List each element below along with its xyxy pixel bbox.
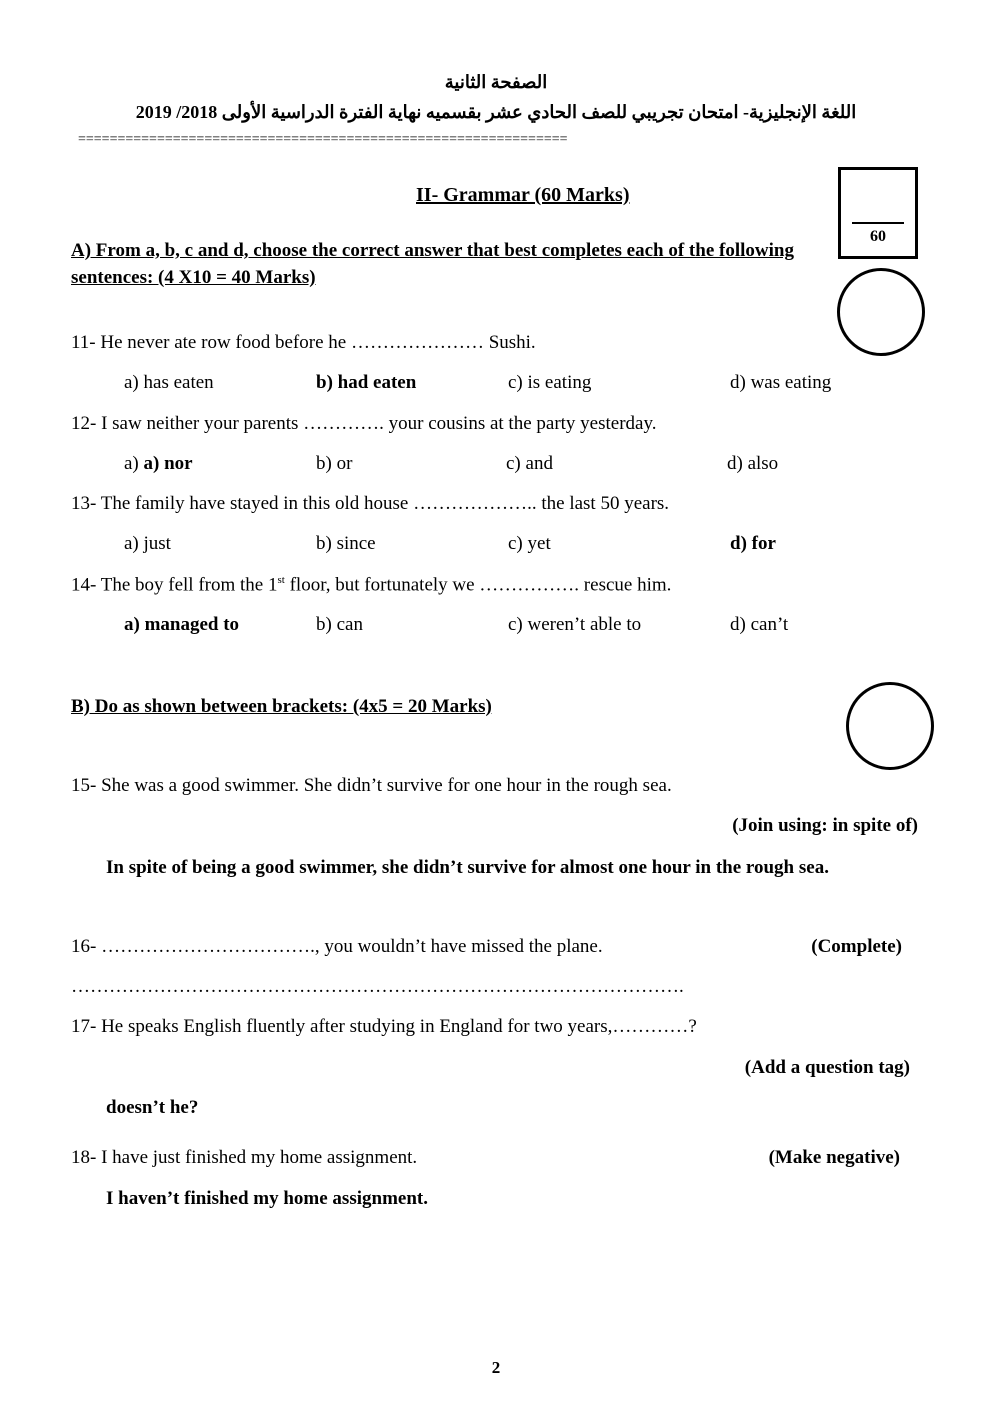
q14-text-before: 14- The boy fell from the 1 bbox=[71, 574, 278, 596]
section-title: II- Grammar (60 Marks) bbox=[416, 184, 630, 206]
q13-option-b: b) since bbox=[316, 533, 376, 554]
q17-answer: doesn’t he? bbox=[106, 1097, 199, 1118]
q15-answer: In spite of being a good swimmer, she didn’t survive for almost one hour in the rough sea. bbox=[106, 857, 829, 878]
q12-option-b: b) or bbox=[316, 453, 353, 474]
q12-option-a bbox=[124, 453, 193, 475]
q12-option-a-answer: a) nor bbox=[143, 453, 193, 474]
mark-box-line bbox=[852, 222, 904, 224]
q18-answer: I haven’t finished my home assignment. bbox=[106, 1188, 428, 1209]
q11-option-c: c) is eating bbox=[508, 372, 592, 393]
page-label: الصفحة الثانية bbox=[444, 72, 548, 92]
q14-option-c: c) weren’t able to bbox=[508, 614, 642, 635]
q11-option-b: b) had eaten bbox=[316, 372, 417, 393]
question-14 bbox=[71, 574, 671, 596]
question-16: 16- ……………………………., you wouldn’t have missed the plane. bbox=[71, 936, 603, 957]
score-circle-b bbox=[846, 682, 934, 770]
q13-option-c: c) yet bbox=[508, 533, 551, 554]
q12-option-a-label: a) bbox=[124, 453, 144, 474]
q15-instruction: (Join using: in spite of) bbox=[732, 815, 918, 836]
total-mark-box bbox=[838, 167, 918, 259]
q14-option-d: d) can’t bbox=[730, 614, 789, 635]
q14-text-after: floor, but fortunately we ……………. rescue him. bbox=[284, 574, 672, 596]
question-11: 11- He never ate row food before he ………………… Sushi. bbox=[71, 332, 536, 353]
question-13: 13- The family have stayed in this old house ……………….. the last 50 years. bbox=[71, 493, 670, 514]
q13-option-d: d) for bbox=[730, 533, 776, 554]
question-15: 15- She was a good swimmer. She didn’t survive for one hour in the rough sea. bbox=[71, 775, 672, 796]
q11-option-d: d) was eating bbox=[730, 372, 832, 393]
q12-option-d: d) also bbox=[727, 453, 779, 474]
q14-option-b: b) can bbox=[316, 614, 363, 635]
mark-box-total: 60 bbox=[870, 228, 886, 245]
q16-instruction: (Complete) bbox=[811, 936, 902, 957]
question-17: 17- He speaks English fluently after studying in England for two years,…………? bbox=[71, 1016, 697, 1037]
part-b-heading: B) Do as shown between brackets: (4x5 = 20 Marks) bbox=[71, 696, 492, 717]
q14-ordinal-suffix: st bbox=[277, 574, 285, 586]
q11-option-a: a) has eaten bbox=[124, 372, 214, 393]
part-a-heading: A) From a, b, c and d, choose the correct answer that best completes each of the following sentences: (4 X10 = 40 Marks) bbox=[71, 240, 794, 288]
q14-option-a: a) managed to bbox=[124, 614, 240, 635]
q13-option-a: a) just bbox=[124, 533, 171, 554]
q18-instruction: (Make negative) bbox=[768, 1147, 900, 1168]
question-18: 18- I have just finished my home assignment. bbox=[71, 1147, 418, 1168]
q17-instruction: (Add a question tag) bbox=[744, 1057, 910, 1078]
score-circle-a bbox=[837, 268, 925, 356]
header-separator: ============================================================== bbox=[78, 132, 568, 147]
question-12: 12- I saw neither your parents …………. your cousins at the party yesterday. bbox=[71, 413, 657, 434]
page-number: 2 bbox=[491, 1358, 501, 1377]
exam-title-line: اللغة الإنجليزية- امتحان تجريبي للصف الحادي عشر بقسميه نهاية الفترة الدراسية الأولى 2018/ 2019 bbox=[135, 102, 857, 122]
q16-answer-line: ……………………………………………………………………………………. bbox=[71, 976, 684, 997]
q12-option-c: c) and bbox=[506, 453, 553, 474]
